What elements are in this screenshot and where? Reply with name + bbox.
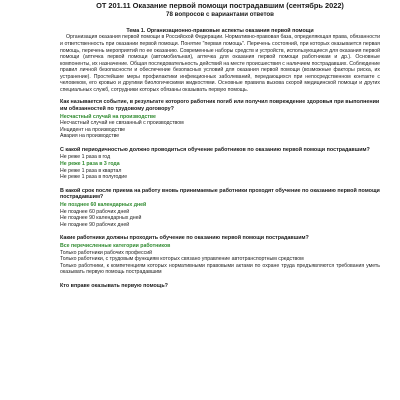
question-block [60,283,380,290]
document-subtitle: 78 вопросов с вариантами ответов [166,10,274,18]
topic-paragraph: Организация оказания первой помощи в Российской Федерации. Нормативно-правовая база, определяющая права, обязанности и ответственность при оказании первой помощи. Понятие "первая помощь". Перечень состояний, при которых оказывается первая помощь, перечень мероприятий по ее оказанию. Современные наборы средств и устройств, использующиеся для оказания первой помощи (аптечка первой помощи (автомобильная), аптечка для оказания первой помощи работникам и др.). Основные компоненты, их назначение. Общая последовательность действий на месте происшествия с наличием пострадавших. Соблюдение правил личной безопасности и обеспечение безопасных условий для оказания первой помощи (возможные факторы риска, их устранение). Простейшие меры профилактики инфекционных заболеваний, передающихся при непосредственном контакте с человеком, его кровью и другими биологическими жидкостями. Основные правила вызова скорой медицинской помощи и других специальных служб, сотрудники которых обязаны оказывать первую помощь. [60,34,380,93]
answer-option: Несчастный случай не связанный с производством [60,120,184,127]
answer-option: Только работники рабочих профессий [60,249,153,256]
answer-option: Не реже 1 раза в квартал [60,167,122,174]
answer-option: Не позднее 90 рабочих дней [60,221,130,228]
document-title: ОТ 201.11 Оказание первой помощи пострадавшим (сентябрь 2022) [96,1,344,10]
question-text: Кто вправе оказывать первую помощь? [60,282,168,289]
answer-option: Не реже 1 раза в год [60,154,111,161]
answer-list [60,202,380,228]
topic-heading: Тема 1. Организационно-правовые аспекты оказания первой помощи [126,28,314,34]
answer-option-correct: Не реже 1 раза в 3 года [60,161,120,168]
answer-list [60,114,380,140]
answer-option: Только работники, к компетенциям которых нормативными правовыми актами по охране труда предъявляются требования уметь оказывать первую помощь пострадавшим [60,262,380,276]
answer-option: Только работники, с трудовым функциям которых связано управление автотранспортным средством [60,256,304,263]
answer-option: Не позднее 90 календарных дней [60,215,142,222]
answer-option-correct: Не позднее 60 календарных дней [60,202,147,209]
question-block [60,147,380,181]
answer-list [60,154,380,180]
question-block [60,188,380,229]
question-text: В какой срок после приема на работу вновь принимаемые работники проходят обучение по оказанию первой помощи пострадавшим? [60,187,380,201]
question-text: С какой периодичностью должно проводиться обучение работников по оказанию первой помощи пострадавшим? [60,146,370,153]
question-text: Как называется событие, в результате которого работник погиб или получил повреждение здоровья при выполнении им обязанностей по трудовому договору? [60,99,380,112]
question-block [60,235,380,276]
answer-option: Не позднее 60 рабочих дней [60,208,130,215]
answer-option-correct: Все перечисленные категории работников [60,243,171,250]
question-text: Какие работники должны проходить обучение по оказанию первой помощи пострадавшим? [60,235,309,242]
answer-list [60,243,380,276]
answer-option-correct: Несчастный случай на производстве [60,113,156,120]
answer-option: Авария на производстве [60,133,120,140]
answer-option: Инцидент на производстве [60,126,126,133]
question-block [60,99,380,140]
answer-option: Не реже 1 раза в полугодие [60,174,128,181]
